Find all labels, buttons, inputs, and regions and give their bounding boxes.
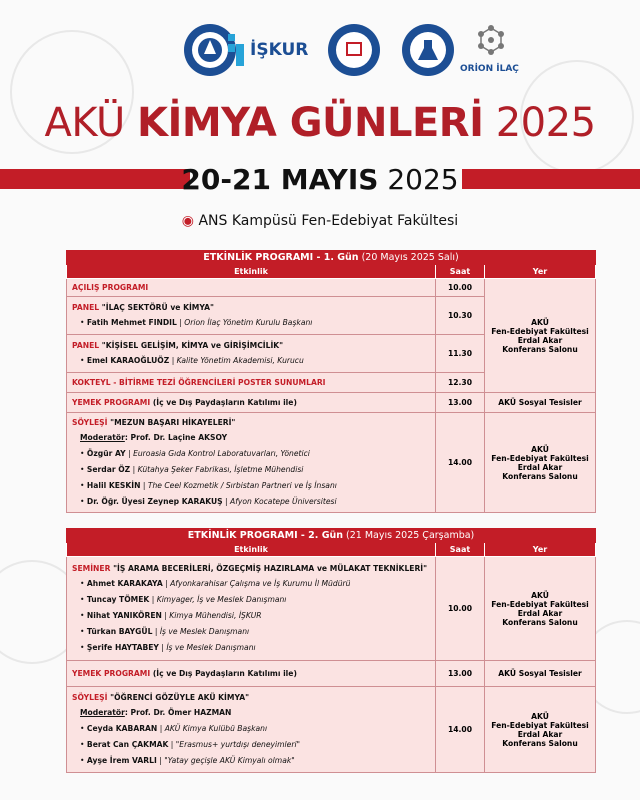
- day1-soylesi-title: "MEZUN BAŞARI HİKAYELERİ": [107, 417, 236, 427]
- place-line: AKÜ: [531, 444, 549, 454]
- day1-yemek-label: YEMEK PROGRAMI: [72, 398, 151, 407]
- event-title: [0, 100, 640, 146]
- panel2-person-name: Emel KARAOĞLUÖZ: [86, 356, 170, 366]
- place-line: AKÜ: [531, 590, 549, 600]
- iskur-logo: [228, 30, 248, 76]
- table-row: SÖYLEŞİ "MEZUN BAŞARI HİKAYELERİ" Moderatör: Prof. Dr. Laçine AKSOY • Özgür AY | Euroasia Gıda Kontrol Laboratuvarları, Yönetici • Serdar ÖZ | Kütahya Şeker Fabrikası, İşletme Mühendisi • Halil KESKİN | The Ceel Kozmetik / Sırbistan Partneri ve İş İnsanı • Dr. Öğr. Üyesi Zeynep KARAKUŞ | Afyon Kocatepe Üniversitesi 14.00 AKÜ Fen-Edebiyat Fakültesi Erdal Akar Konferans Salonu: [67, 413, 596, 513]
- day2-section-header: [67, 529, 596, 543]
- speaker-role: AKÜ Kimya Kulübü Başkanı: [164, 724, 268, 734]
- panel2-prefix: PANEL: [72, 340, 100, 350]
- speaker-role: Kütahya Şeker Fabrikası, İşletme Mühendisi: [137, 465, 304, 475]
- table-row: PANEL "KİŞİSEL GELİŞİM, KİMYA ve GİRİŞİMCİLİK" • Emel KARAOĞLUÖZ | Kalite Yönetim Akademisi, Kurucu 11.30: [67, 335, 596, 373]
- table-row: SEMİNER "İŞ ARAMA BECERİLERİ, ÖZGEÇMİŞ HAZIRLAMA ve MÜLAKAT TEKNİKLERİ" • Ahmet KARAKAYA | Afyonkarahisar Çalışma ve İş Kurumu İl Müdürü • Tuncay TÖMEK | Kimyager, İş ve Meslek Danışmanı • Nihat YANIKÖREN | Kimya Mühendisi, İŞKUR • Türkan BAYGÜL | İş ve Meslek Danışmanı • Şerife HAYTABEY | İş ve Meslek Danışmanı 10.00 AKÜ Fen-Edebiyat Fakültesi Erdal Akar Konferans Salonu: [67, 557, 596, 661]
- speaker-name: Dr. Öğr. Üyesi Zeynep KARAKUŞ: [86, 497, 223, 507]
- speaker-name: Özgür AY: [86, 449, 126, 459]
- day2-column-headers: [67, 543, 596, 557]
- panel2-person-role: Kalite Yönetim Akademisi, Kurucu: [176, 356, 304, 366]
- speaker-role: Afyon Kocatepe Üniversitesi: [230, 497, 337, 507]
- title-part-kimya-gunleri: KİMYA GÜNLERİ: [137, 100, 484, 146]
- iskur-label: İŞKUR: [250, 40, 309, 60]
- speaker-name: Ceyda KABARAN: [86, 724, 158, 734]
- place-line: Erdal Akar: [517, 462, 563, 472]
- day2-place-seminer: [485, 557, 596, 661]
- day2-yemek-place: AKÜ Sosyal Tesisler: [485, 661, 596, 687]
- kokteyl-time: 12.30: [436, 373, 485, 393]
- table-row: [67, 661, 596, 687]
- speaker-role: The Ceel Kozmetik / Sırbistan Partneri ve İş İnsanı: [147, 481, 337, 491]
- place-line: Erdal Akar: [517, 729, 563, 739]
- place-line: Fen-Edebiyat Fakültesi: [491, 720, 589, 730]
- acilis-label: AÇILIŞ PROGRAMI: [72, 283, 149, 292]
- seminer-prefix: SEMİNER: [72, 563, 111, 573]
- day1-soylesi-time: 14.00: [436, 413, 485, 513]
- day1-yemek-time: 13.00: [436, 393, 485, 413]
- place-line: Fen-Edebiyat Fakültesi: [491, 599, 589, 609]
- day1-place-main: [485, 279, 596, 393]
- place-line: Erdal Akar: [517, 608, 563, 618]
- day1-section-date: (20 Mayıs 2025 Salı): [358, 252, 459, 263]
- panel2-title: "KİŞİSEL GELİŞİM, KİMYA ve GİRİŞİMCİLİK": [99, 340, 284, 350]
- table-row: PANEL "İLAÇ SEKTÖRÜ ve KİMYA" • Fatih Mehmet FINDIL | Orion İlaç Yönetim Kurulu Başkanı 10.30: [67, 297, 596, 335]
- seminer-title: "İŞ ARAMA BECERİLERİ, ÖZGEÇMİŞ HAZIRLAMA ve MÜLAKAT TEKNİKLERİ": [110, 563, 428, 573]
- table-row: [67, 393, 596, 413]
- place-line: Erdal Akar: [517, 335, 563, 345]
- day2-moderator-label: Moderatör: [80, 708, 125, 718]
- event-dates-year: 2025: [378, 163, 459, 196]
- title-part-aku: AKÜ: [44, 100, 137, 146]
- acilis-time: 10.00: [436, 279, 485, 297]
- title-part-year: 2025: [483, 100, 596, 146]
- place-line: AKÜ: [531, 711, 549, 721]
- speaker-role: Kimya Mühendisi, İŞKUR: [169, 611, 262, 621]
- location-pin-icon: ◉: [181, 213, 194, 229]
- day1-place-soylesi: [485, 413, 596, 513]
- day1-section-header: [67, 251, 596, 265]
- day1-col-place: Yer: [485, 265, 596, 279]
- speaker-role: "Erasmus+ yurtdışı deneyimleri": [175, 740, 301, 750]
- place-line: Konferans Salonu: [502, 617, 578, 627]
- orion-ilac-logo: [466, 22, 516, 66]
- event-location: [0, 213, 640, 229]
- day1-moderator-name: : Prof. Dr. Laçine AKSOY: [124, 433, 228, 443]
- program-table-day1: [66, 250, 596, 513]
- seminer-time: 10.00: [436, 557, 485, 661]
- orion-ilac-label: ORİON İLAÇ: [460, 64, 519, 74]
- speaker-name: Nihat YANIKÖREN: [86, 611, 162, 621]
- speaker-role: Euroasia Gıda Kontrol Laboratuvarları, Yönetici: [133, 449, 310, 459]
- speaker-role: "Yatay geçişle AKÜ Kimyalı olmak": [164, 756, 295, 766]
- panel1-prefix: PANEL: [72, 302, 100, 312]
- place-line: Konferans Salonu: [502, 471, 578, 481]
- speaker-role: İş ve Meslek Danışmanı: [166, 643, 256, 653]
- speaker-role: İş ve Meslek Danışmanı: [159, 627, 250, 637]
- speaker-name: Berat Can ÇAKMAK: [86, 740, 169, 750]
- speaker-name: Halil KESKİN: [86, 481, 141, 491]
- day2-soylesi-time: 14.00: [436, 687, 485, 773]
- speaker-name: Tuncay TÖMEK: [86, 595, 150, 605]
- day2-col-time: Saat: [436, 543, 485, 557]
- day1-yemek-note: (İç ve Dış Paydaşların Katılımı ile): [150, 398, 297, 407]
- faculty-seal-logo: [326, 22, 382, 82]
- day2-soylesi-prefix: SÖYLEŞİ: [72, 692, 108, 702]
- location-text: ANS Kampüsü Fen-Edebiyat Fakültesi: [198, 213, 459, 229]
- panel1-person-role: Orion İlaç Yönetim Kurulu Başkanı: [184, 318, 313, 328]
- day2-yemek-time: 13.00: [436, 661, 485, 687]
- day1-col-time: Saat: [436, 265, 485, 279]
- speaker-role: Afyonkarahisar Çalışma ve İş Kurumu İl Müdürü: [170, 579, 351, 589]
- logo-strip: [0, 22, 640, 82]
- day2-section-title: ETKİNLİK PROGRAMI - 2. Gün: [187, 530, 344, 541]
- panel1-time: 10.30: [436, 297, 485, 335]
- table-row: [67, 279, 596, 297]
- day1-soylesi-prefix: SÖYLEŞİ: [72, 417, 108, 427]
- day2-col-event: Etkinlik: [67, 543, 436, 557]
- day1-col-event: Etkinlik: [67, 265, 436, 279]
- speaker-name: Ahmet KARAKAYA: [86, 579, 163, 589]
- day1-moderator-label: Moderatör: [80, 433, 125, 443]
- event-dates: [0, 163, 640, 196]
- kokteyl-label: KOKTEYL - BİTİRME TEZİ ÖĞRENCİLERİ POSTER SUNUMLARI: [72, 378, 326, 387]
- place-line: Konferans Salonu: [502, 738, 578, 748]
- day2-soylesi-title: "ÖĞRENCİ GÖZÜYLE AKÜ KİMYA": [107, 692, 250, 702]
- day2-moderator-name: : Prof. Dr. Ömer HAZMAN: [124, 708, 232, 718]
- day2-section-date: (21 Mayıs 2025 Çarşamba): [343, 530, 475, 541]
- speaker-name: Şerife HAYTABEY: [86, 643, 159, 653]
- day2-col-place: Yer: [485, 543, 596, 557]
- program-table-day2: [66, 528, 596, 773]
- panel1-person-name: Fatih Mehmet FINDIL: [86, 318, 177, 328]
- day1-section-title: ETKİNLİK PROGRAMI - 1. Gün: [203, 252, 359, 263]
- panel2-time: 11.30: [436, 335, 485, 373]
- place-line: Konferans Salonu: [502, 344, 578, 354]
- place-line: AKÜ: [531, 317, 549, 327]
- day2-place-soylesi: [485, 687, 596, 773]
- day2-yemek-note: (İç ve Dış Paydaşların Katılımı ile): [150, 669, 297, 678]
- speaker-name: Serdar ÖZ: [86, 465, 131, 475]
- speaker-role: Kimyager, İş ve Meslek Danışmanı: [156, 595, 287, 605]
- place-line: Fen-Edebiyat Fakültesi: [491, 453, 589, 463]
- day1-yemek-place: AKÜ Sosyal Tesisler: [485, 393, 596, 413]
- table-row: SÖYLEŞİ "ÖĞRENCİ GÖZÜYLE AKÜ KİMYA" Moderatör: Prof. Dr. Ömer HAZMAN • Ceyda KABARAN | AKÜ Kimya Kulübü Başkanı • Berat Can ÇAKMAK | "Erasmus+ yurtdışı deneyimleri" • Ayşe İrem VARLI | "Yatay geçişle AKÜ Kimyalı olmak" 14.00 AKÜ Fen-Edebiyat Fakültesi Erdal Akar Konferans Salonu: [67, 687, 596, 773]
- day2-yemek-label: YEMEK PROGRAMI: [72, 669, 151, 678]
- place-line: Fen-Edebiyat Fakültesi: [491, 326, 589, 336]
- date-banner: [0, 163, 640, 197]
- day1-column-headers: [67, 265, 596, 279]
- panel1-title: "İLAÇ SEKTÖRÜ ve KİMYA": [99, 302, 214, 312]
- chemistry-department-seal-logo: [400, 22, 456, 82]
- event-dates-bold: 20-21 MAYIS: [181, 163, 379, 196]
- speaker-name: Ayşe İrem VARLI: [86, 756, 157, 766]
- speaker-name: Türkan BAYGÜL: [86, 627, 153, 637]
